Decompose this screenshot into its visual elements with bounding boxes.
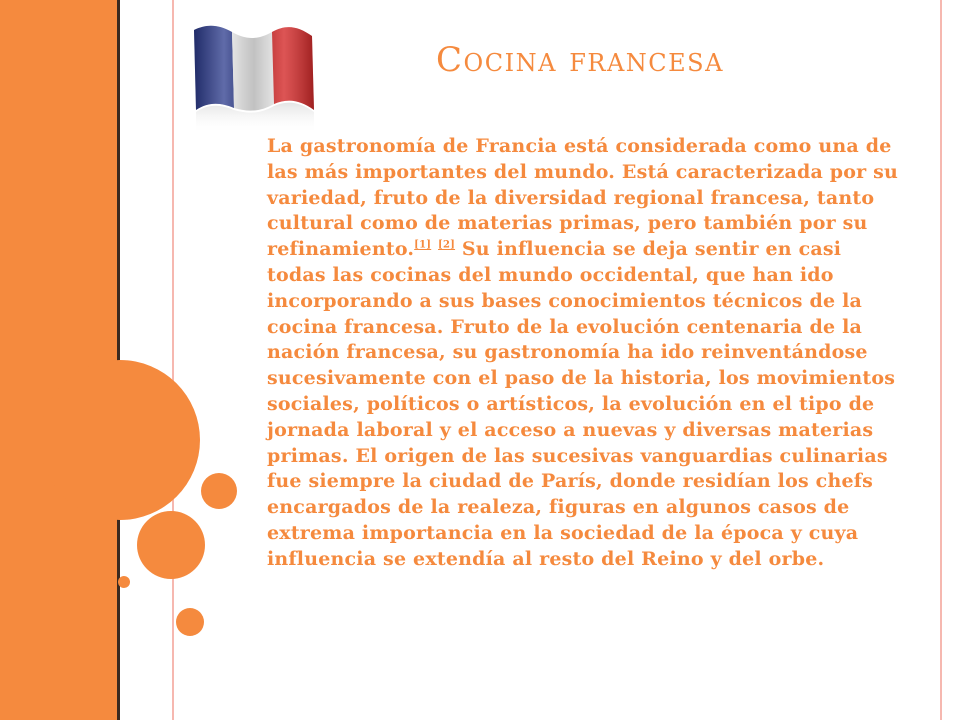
reference-link-1[interactable]: [1] xyxy=(414,239,432,251)
decorative-circle-large xyxy=(40,360,200,520)
paragraph-part-1: La gastronomía de Francia está considerada como una de las más importantes del mundo. Está caracterizada por su variedad, fruto de la diversidad regional francesa, tanto cultural como de materias primas, pero también por su refinamiento. xyxy=(267,135,899,261)
decorative-circle-medium xyxy=(137,511,205,579)
decorative-circle-small xyxy=(201,473,237,509)
reference-link-2[interactable]: [2] xyxy=(438,239,456,251)
decorative-circle-tiny xyxy=(118,576,130,588)
sidebar-band xyxy=(0,0,120,720)
decorative-circle-small-2 xyxy=(176,608,204,636)
paragraph-part-2: Su influencia se deja sentir en casi todas las cocinas del mundo occidental, que han ido incorporando a sus bases conocimientos técnicos de la cocina francesa. Fruto de la evolución centenaria de la nación francesa, su gastronomía ha ido reinventándose sucesivamente con el paso de la historia, los movimientos sociales, políticos o artísticos, la evolución en el tipo de jornada laboral y el acceso a nuevas y diversas materias primas. El origen de las sucesivas vanguardias culinarias fue siempre la ciudad de París, donde residían los chefs encargados de la realeza, figuras en algunos casos de extrema importancia en la sociedad de la época y cuya influencia se extendía al resto del Reino y del orbe. xyxy=(267,238,896,570)
slide-title: Cocina francesa xyxy=(436,40,724,80)
decorative-line-right xyxy=(940,0,942,720)
slide-paragraph xyxy=(267,134,905,573)
decorative-line-left xyxy=(172,0,174,720)
